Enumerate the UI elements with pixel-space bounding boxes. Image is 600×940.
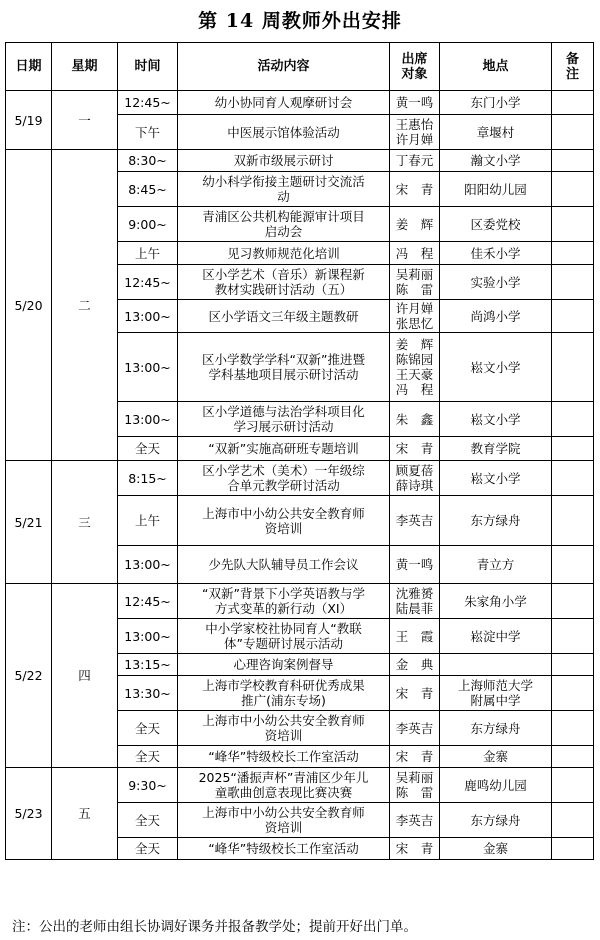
remark-cell — [552, 172, 594, 207]
remark-cell — [552, 746, 594, 768]
attendee-cell: 王 霞 — [390, 619, 440, 654]
place-cell: 瀚文小学 — [440, 150, 552, 172]
remark-cell — [552, 91, 594, 115]
remark-cell — [552, 803, 594, 838]
time-cell: 8:45~ — [118, 172, 178, 207]
weekday-cell: 五 — [52, 768, 118, 860]
attendee-cell: 王惠怡 许月婵 — [390, 115, 440, 150]
attendee-cell: 顾夏蓓 薛诗琪 — [390, 461, 440, 496]
place-cell: 上海师范大学 附属中学 — [440, 676, 552, 711]
activity-cell: “双新”实施高研班专题培训 — [178, 437, 390, 461]
time-cell: 12:45~ — [118, 91, 178, 115]
remark-cell — [552, 115, 594, 150]
time-cell: 全天 — [118, 437, 178, 461]
remark-cell — [552, 461, 594, 496]
attendee-cell: 金 典 — [390, 654, 440, 676]
activity-cell: 中医展示馆体验活动 — [178, 115, 390, 150]
place-cell: 东门小学 — [440, 91, 552, 115]
activity-cell: 上海市中小幼公共安全教育师 资培训 — [178, 711, 390, 746]
remark-cell — [552, 265, 594, 300]
place-cell: 东方绿舟 — [440, 496, 552, 546]
page-title: 第 14 周教师外出安排 — [198, 10, 402, 32]
place-cell: 朱家角小学 — [440, 584, 552, 619]
table-row — [6, 461, 594, 496]
attendee-cell: 宋 青 — [390, 676, 440, 711]
activity-cell: 区小学语文三年级主题教研 — [178, 300, 390, 333]
place-cell: 佳禾小学 — [440, 242, 552, 265]
attendee-cell: 姜 辉 陈锦园 王天豪 冯 程 — [390, 333, 440, 402]
remark-cell — [552, 333, 594, 402]
place-cell: 崧文小学 — [440, 333, 552, 402]
table-row — [6, 584, 594, 619]
activity-cell: “峰华”特级校长工作室活动 — [178, 746, 390, 768]
attendee-cell: 李英吉 — [390, 803, 440, 838]
place-cell: 金寨 — [440, 838, 552, 860]
attendee-cell: 李英吉 — [390, 711, 440, 746]
footer-note: 注：公出的老师由组长协调好课务并报备教学处；提前开好出门单。 — [12, 919, 417, 935]
activity-cell: 区小学数学学科“双新”推进暨 学科基地项目展示研讨活动 — [178, 333, 390, 402]
remark-cell — [552, 402, 594, 437]
time-cell: 13:00~ — [118, 546, 178, 584]
place-cell: 鹿鸣幼儿园 — [440, 768, 552, 803]
time-cell: 12:45~ — [118, 584, 178, 619]
time-cell: 13:00~ — [118, 402, 178, 437]
time-cell: 全天 — [118, 746, 178, 768]
activity-cell: 上海市中小幼公共安全教育师 资培训 — [178, 496, 390, 546]
activity-cell: 少先队大队辅导员工作会议 — [178, 546, 390, 584]
attendee-cell: 吴莉丽 陈 雷 — [390, 265, 440, 300]
attendee-cell: 朱 鑫 — [390, 402, 440, 437]
activity-cell: 幼小科学衔接主题研讨交流活 动 — [178, 172, 390, 207]
date-cell: 5/20 — [6, 150, 52, 461]
place-cell: 东方绿舟 — [440, 711, 552, 746]
schedule-body — [6, 91, 594, 860]
time-cell: 全天 — [118, 838, 178, 860]
time-cell: 上午 — [118, 242, 178, 265]
time-cell: 9:00~ — [118, 207, 178, 242]
date-cell: 5/23 — [6, 768, 52, 860]
remark-cell — [552, 676, 594, 711]
place-cell: 东方绿舟 — [440, 803, 552, 838]
attendee-cell: 宋 青 — [390, 838, 440, 860]
header-attendee: 出席 对象 — [390, 43, 440, 91]
weekday-cell: 二 — [52, 150, 118, 461]
date-cell: 5/22 — [6, 584, 52, 768]
time-cell: 13:00~ — [118, 300, 178, 333]
activity-cell: 中小学家校社协同育人“教联 体”专题研讨展示活动 — [178, 619, 390, 654]
activity-cell: “双新”背景下小学英语教与学 方式变革的新行动（XI） — [178, 584, 390, 619]
time-cell: 全天 — [118, 803, 178, 838]
table-row — [6, 91, 594, 115]
attendee-cell: 冯 程 — [390, 242, 440, 265]
place-cell: 实验小学 — [440, 265, 552, 300]
attendee-cell: 吴莉丽 陈 雷 — [390, 768, 440, 803]
place-cell: 尚鸿小学 — [440, 300, 552, 333]
place-cell — [440, 654, 552, 676]
activity-cell: 2025“潘振声杯”青浦区少年儿 童歌曲创意表现比赛决赛 — [178, 768, 390, 803]
attendee-cell: 姜 辉 — [390, 207, 440, 242]
time-cell: 8:30~ — [118, 150, 178, 172]
time-cell: 上午 — [118, 496, 178, 546]
header-date: 日期 — [6, 43, 52, 91]
date-cell: 5/19 — [6, 91, 52, 150]
remark-cell — [552, 496, 594, 546]
remark-cell — [552, 584, 594, 619]
activity-cell: 见习教师规范化培训 — [178, 242, 390, 265]
time-cell: 13:00~ — [118, 333, 178, 402]
time-cell: 13:00~ — [118, 619, 178, 654]
attendee-cell: 黄一鸣 — [390, 91, 440, 115]
activity-cell: 上海市学校教育科研优秀成果 推广(浦东专场) — [178, 676, 390, 711]
attendee-cell: 宋 青 — [390, 437, 440, 461]
activity-cell: 区小学艺术（美术）一年级综 合单元教学研讨活动 — [178, 461, 390, 496]
attendee-cell: 李英吉 — [390, 496, 440, 546]
table-row — [6, 768, 594, 803]
header-row — [6, 43, 594, 91]
time-cell: 全天 — [118, 711, 178, 746]
activity-cell: 双新市级展示研讨 — [178, 150, 390, 172]
activity-cell: 青浦区公共机构能源审计项目 启动会 — [178, 207, 390, 242]
place-cell: 崧淀中学 — [440, 619, 552, 654]
remark-cell — [552, 150, 594, 172]
place-cell: 崧文小学 — [440, 402, 552, 437]
remark-cell — [552, 300, 594, 333]
place-cell: 章堰村 — [440, 115, 552, 150]
activity-cell: 上海市中小幼公共安全教育师 资培训 — [178, 803, 390, 838]
place-cell: 金寨 — [440, 746, 552, 768]
header-activity: 活动内容 — [178, 43, 390, 91]
remark-cell — [552, 654, 594, 676]
attendee-cell: 宋 青 — [390, 172, 440, 207]
attendee-cell: 宋 青 — [390, 746, 440, 768]
weekday-cell: 三 — [52, 461, 118, 584]
weekday-cell: 四 — [52, 584, 118, 768]
remark-cell — [552, 207, 594, 242]
header-remark: 备 注 — [552, 43, 594, 91]
weekday-cell: 一 — [52, 91, 118, 150]
activity-cell: 区小学艺术（音乐）新课程新 教材实践研讨活动（五） — [178, 265, 390, 300]
time-cell: 下午 — [118, 115, 178, 150]
remark-cell — [552, 838, 594, 860]
place-cell: 崧文小学 — [440, 461, 552, 496]
attendee-cell: 许月婵 张思忆 — [390, 300, 440, 333]
time-cell: 13:30~ — [118, 676, 178, 711]
remark-cell — [552, 619, 594, 654]
time-cell: 8:15~ — [118, 461, 178, 496]
activity-cell: 心理咨询案例督导 — [178, 654, 390, 676]
attendee-cell: 丁春元 — [390, 150, 440, 172]
attendee-cell: 黄一鸣 — [390, 546, 440, 584]
header-place: 地点 — [440, 43, 552, 91]
time-cell: 12:45~ — [118, 265, 178, 300]
remark-cell — [552, 711, 594, 746]
place-cell: 区委党校 — [440, 207, 552, 242]
header-time: 时间 — [118, 43, 178, 91]
activity-cell: 幼小协同育人观摩研讨会 — [178, 91, 390, 115]
date-cell: 5/21 — [6, 461, 52, 584]
attendee-cell: 沈雅赟 陆晨菲 — [390, 584, 440, 619]
remark-cell — [552, 768, 594, 803]
time-cell: 13:15~ — [118, 654, 178, 676]
activity-cell: 区小学道德与法治学科项目化 学习展示研讨活动 — [178, 402, 390, 437]
place-cell: 阳阳幼儿园 — [440, 172, 552, 207]
remark-cell — [552, 437, 594, 461]
schedule-table — [5, 42, 594, 860]
remark-cell — [552, 242, 594, 265]
activity-cell: “峰华”特级校长工作室活动 — [178, 838, 390, 860]
place-cell: 教育学院 — [440, 437, 552, 461]
header-weekday: 星期 — [52, 43, 118, 91]
remark-cell — [552, 546, 594, 584]
table-row — [6, 150, 594, 172]
place-cell: 青立方 — [440, 546, 552, 584]
time-cell: 9:30~ — [118, 768, 178, 803]
